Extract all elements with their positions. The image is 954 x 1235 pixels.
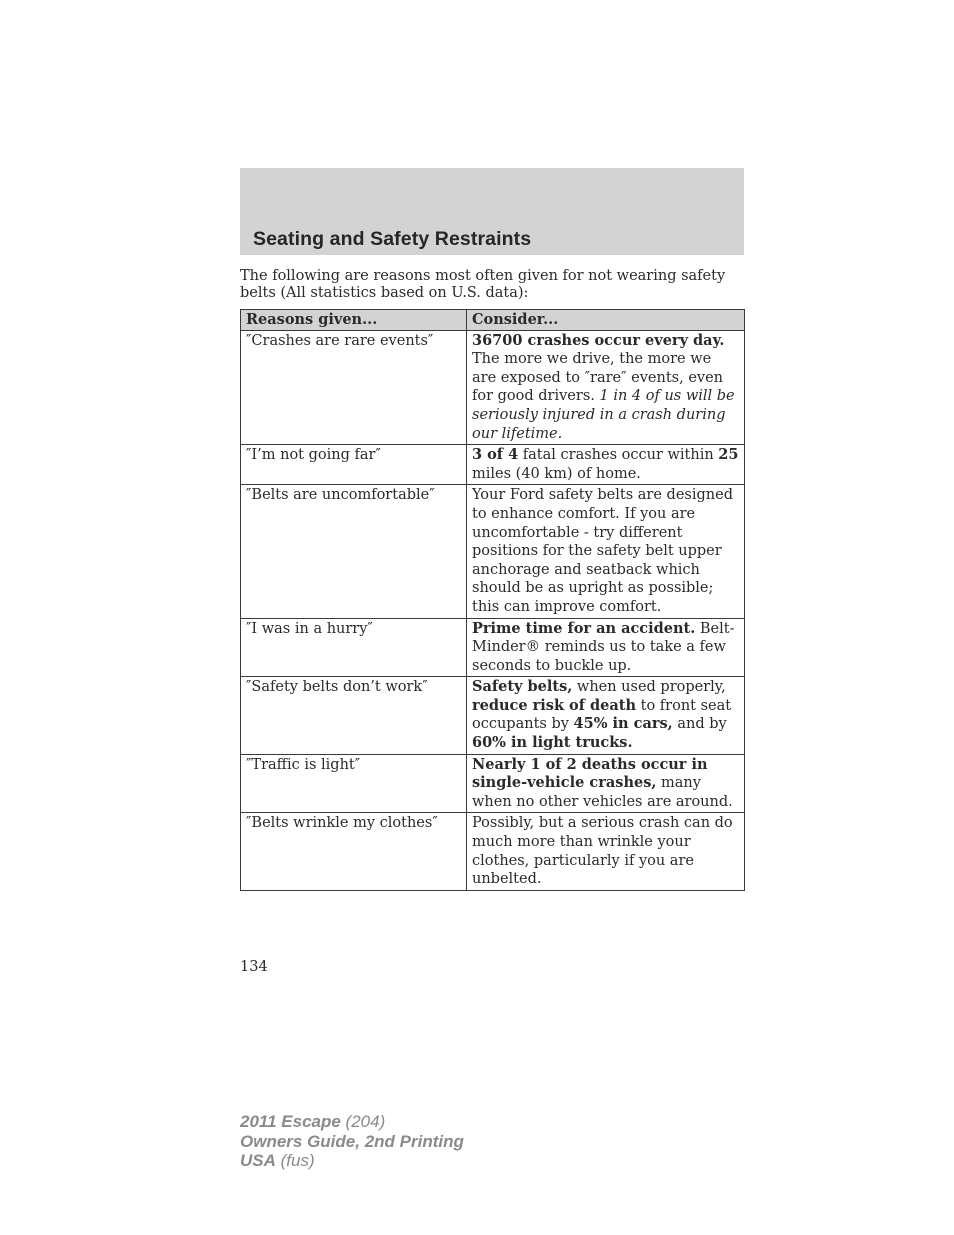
footer-model: 2011 Escape [240,1112,341,1131]
consider-text-segment: reduce risk of death [472,696,637,714]
consider-cell [467,754,745,813]
consider-text-segment: 3 of 4 [472,446,519,464]
consider-text-segment: Possibly, but a serious crash can do much more than wrinkle your clothes, particularly if you are unbelted. [472,815,733,888]
consider-text-segment: when used properly, [572,679,726,696]
consider-text-segment: 1 in 4 of us will be seriously injured in a crash during our lifetime. [472,388,735,442]
intro-paragraph: The following are reasons most often given for not wearing safety belts (All statistics based on U.S. data): [240,268,726,301]
consider-text-segment: fatal crashes occur within [518,447,719,464]
consider-text-segment: The more we drive, the more we are exposed to ″rare″ events, even for good drivers. [472,351,724,405]
reason-cell: ″Crashes are rare events″ [241,330,467,445]
consider-text-segment: 25 [718,446,739,464]
footer-market: USA [240,1151,276,1170]
footer-publication-info [240,1112,464,1171]
consider-cell [467,813,745,890]
footer-market-code: (fus) [275,1151,315,1170]
consider-cell [467,445,745,485]
consider-text-segment: Prime time for an accident. [472,619,696,637]
table-row [241,330,745,445]
consider-cell [467,677,745,754]
footer-guide: Owners Guide, 2nd Printing [240,1131,464,1151]
consider-text-segment: 60% in light trucks. [472,734,633,752]
consider-text-segment: and by [672,716,727,733]
table-row [241,754,745,813]
table-row [241,485,745,618]
reason-cell: ″Traffic is light″ [241,754,467,813]
consider-text-segment: 45% in cars, [573,715,673,733]
footer-model-code: (204) [340,1112,386,1131]
section-title: Seating and Safety Restraints [253,228,532,250]
table-row [241,813,745,890]
footer-line-guide [240,1132,464,1152]
page-number: 134 [240,959,268,975]
consider-text-segment: many when no other vehicles are around. [472,775,733,810]
section-header-band [240,168,744,255]
column-header-consider: Consider... [467,310,745,331]
consider-text-segment: Safety belts, [472,678,573,696]
consider-cell [467,330,745,445]
footer-line-market [240,1151,464,1171]
consider-text-segment: 36700 crashes occur every day. [472,331,725,349]
reason-cell: ″Belts wrinkle my clothes″ [241,813,467,890]
consider-cell [467,618,745,677]
footer-line-model [240,1112,464,1132]
consider-text-segment: Belt-Minder® reminds us to take a few seconds to buckle up. [472,620,735,674]
table-row [241,677,745,754]
reason-cell: ″I’m not going far″ [241,445,467,485]
reason-cell: ″Belts are uncomfortable″ [241,485,467,618]
consider-text-segment: Your Ford safety belts are designed to enhance comfort. If you are uncomfortable - try different positions for the safety belt upper anchorage and seatback which should be as upright as possible; this can improve comfort. [472,487,733,615]
consider-text-segment: miles (40 km) of home. [472,465,641,482]
column-header-reasons: Reasons given... [241,310,467,331]
table-body [241,330,745,890]
consider-cell [467,485,745,618]
table-row [241,445,745,485]
consider-text-segment: to front seat occupants by [472,697,732,733]
reasons-table [240,309,745,891]
table-row [241,618,745,677]
consider-text-segment: Nearly 1 of 2 deaths occur in single-vehicle crashes, [472,755,708,792]
reason-cell: ″Safety belts don’t work″ [241,677,467,754]
reason-cell: ″I was in a hurry″ [241,618,467,677]
table-header-row [241,310,745,331]
